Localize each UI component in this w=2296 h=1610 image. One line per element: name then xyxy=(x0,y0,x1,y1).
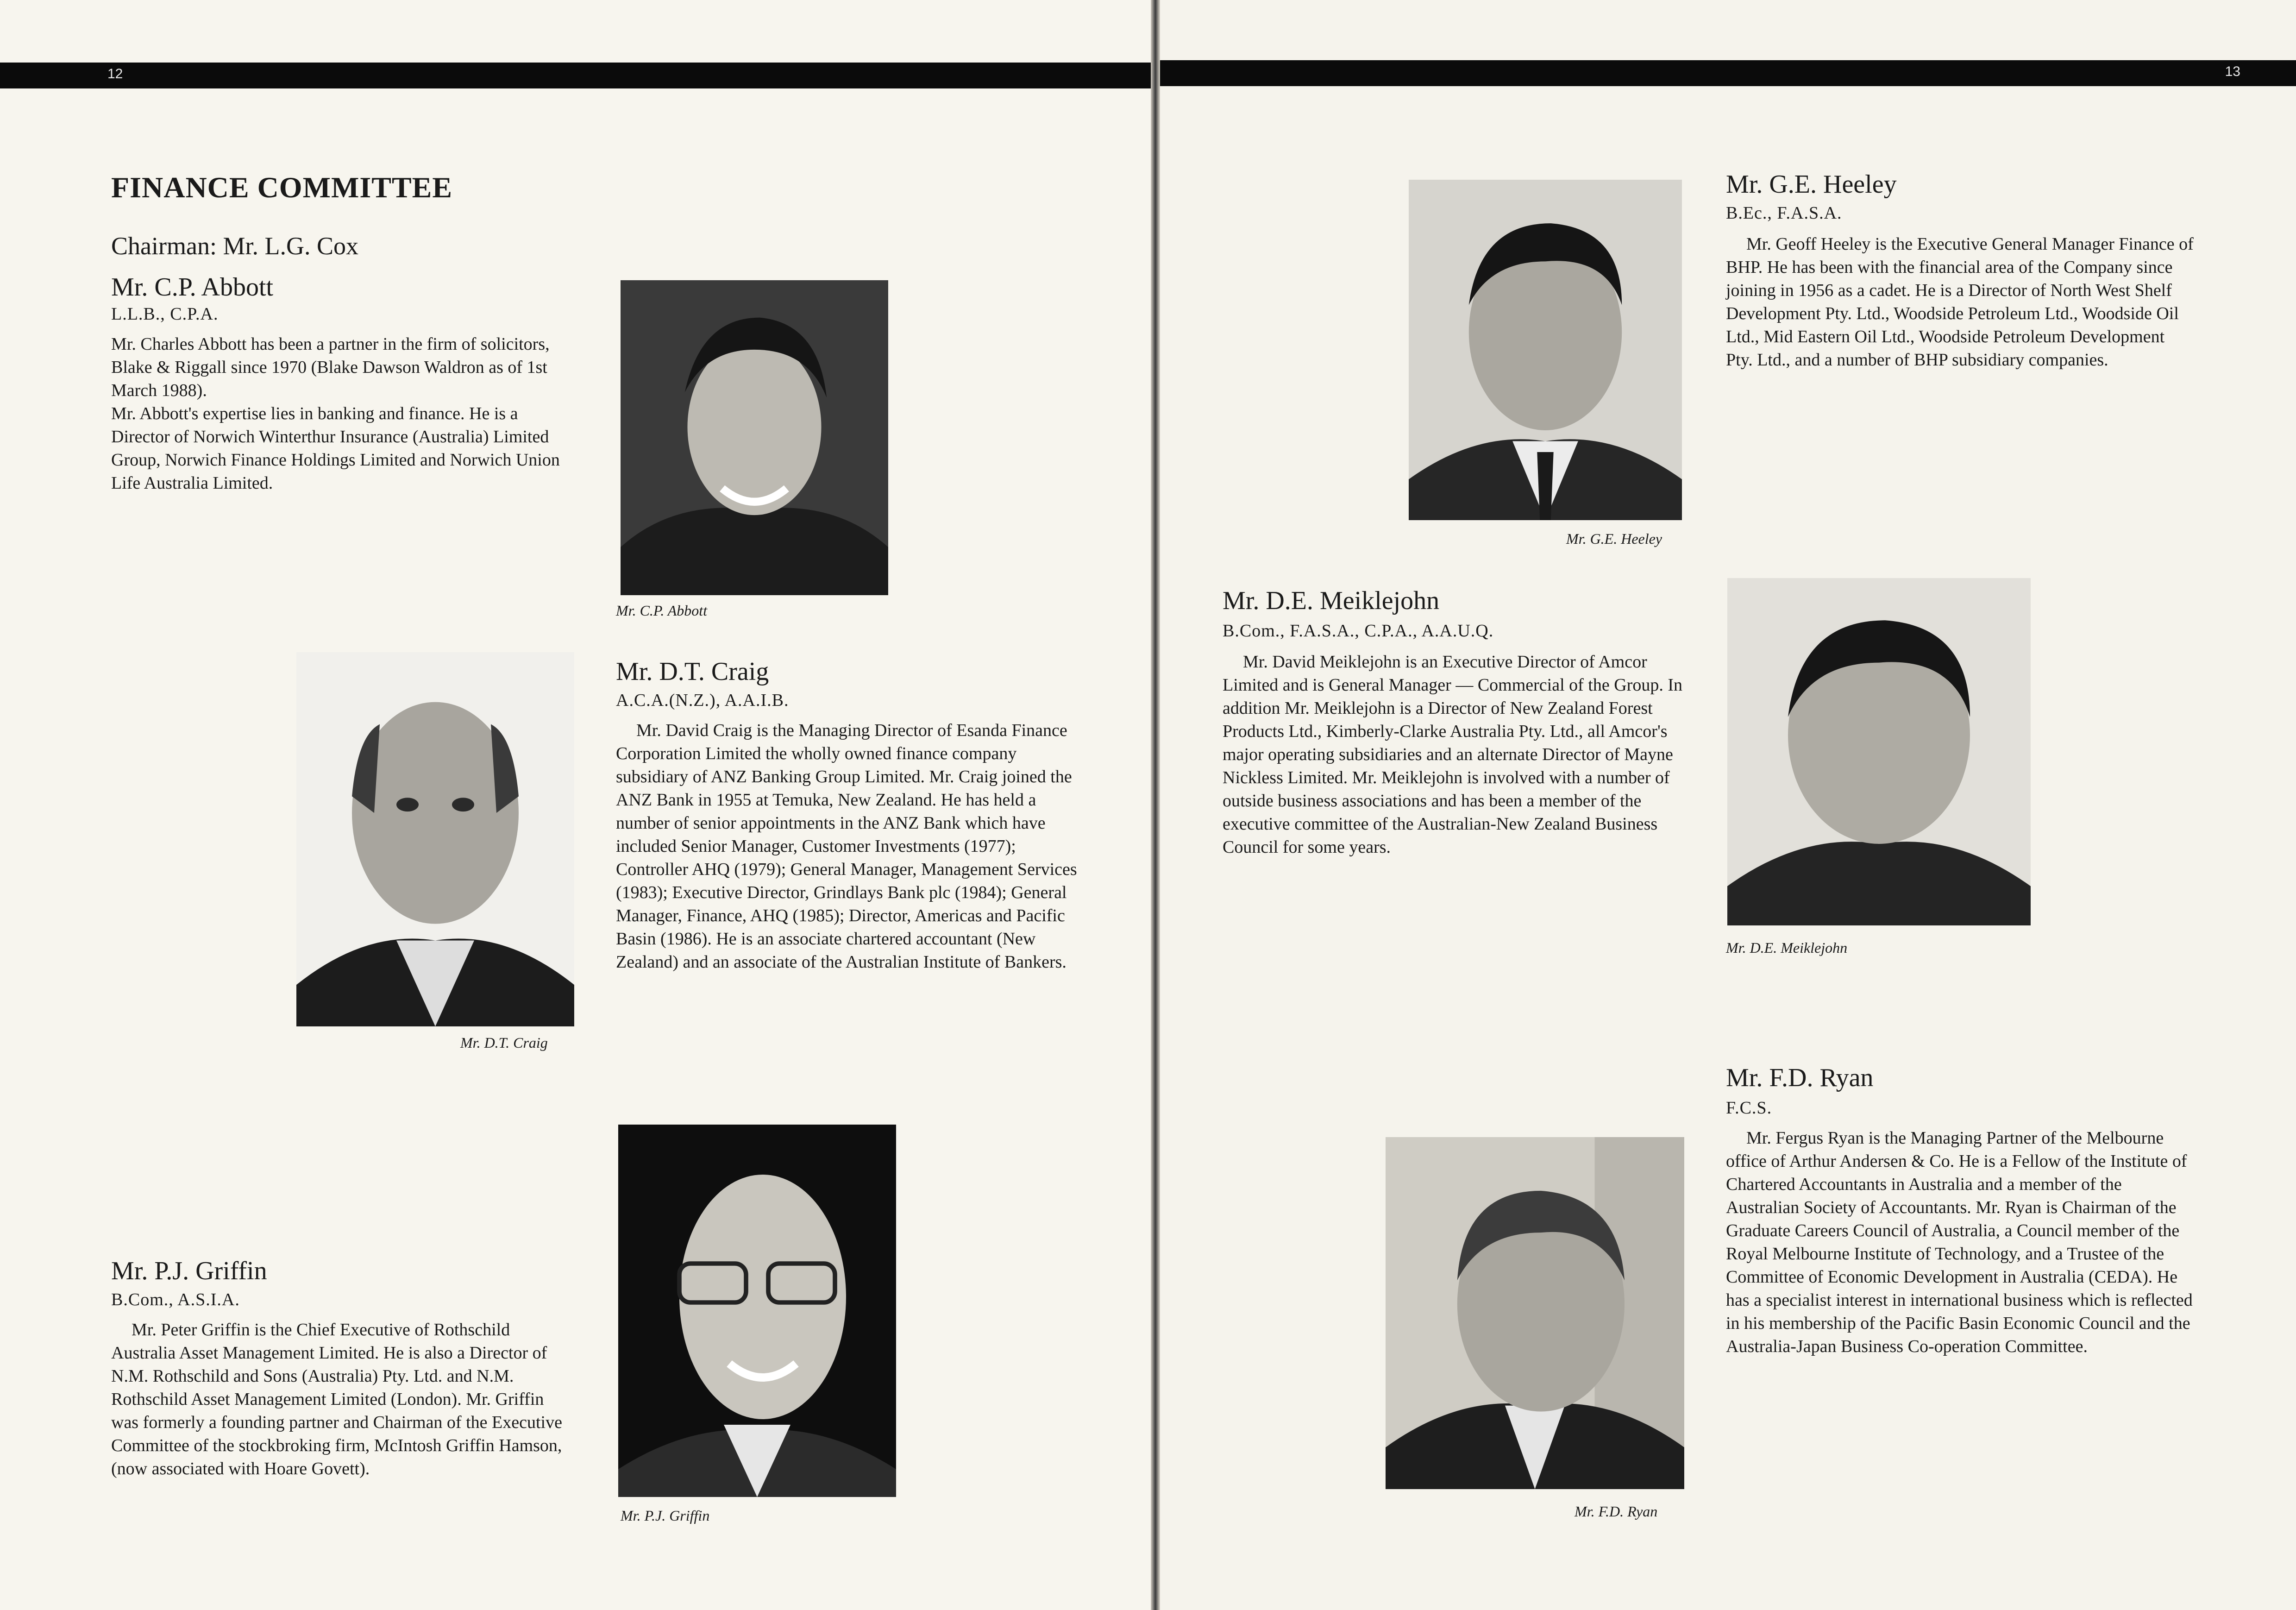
member-quals-meiklejohn: B.Com., F.A.S.A., C.P.A., A.A.U.Q. xyxy=(1223,621,1494,641)
caption-griffin: Mr. P.J. Griffin xyxy=(621,1507,710,1524)
bio-paragraph: Mr. Charles Abbott has been a partner in the firm of solicitors, Blake & Riggall since 1970 (Blake Dawson Waldron as of 1st March 1988). xyxy=(111,334,550,400)
caption-meiklejohn: Mr. D.E. Meiklejohn xyxy=(1726,939,1848,956)
caption-craig: Mr. D.T. Craig xyxy=(460,1034,548,1051)
portrait-meiklejohn xyxy=(1727,578,2031,925)
bio-paragraph: Mr. Fergus Ryan is the Managing Partner of the Melbourne office of Arthur Andersen & Co. He is a Fellow of the Institute of Chartered Accountants in Australia and a member of the Australian Society of Accountants. Mr. Ryan is Chairman of the Graduate Careers Council of Australia, a Council member of the Royal Melbourne Institute of Technology, and a Trustee of the Committee of Economic Development in Australia (CEDA). He has a specialist interest in international business which is reflected in his membership of the Pacific Basin Economic Council and the Australia-Japan Business Co-operation Committee. xyxy=(1726,1128,2193,1356)
page-gutter xyxy=(1151,0,1160,1610)
bio-paragraph: Mr. Abbott's expertise lies in banking and finance. He is a Director of Norwich Winterthur Insurance (Australia) Limited Group, Norwich Finance Holdings Limited and Norwich Union Life Australia Limited. xyxy=(111,404,560,493)
member-bio-griffin xyxy=(111,1318,570,1480)
page-number: 12 xyxy=(107,66,123,82)
page-header-bar xyxy=(0,63,1151,88)
member-name-abbott: Mr. C.P. Abbott xyxy=(111,273,274,302)
member-name-griffin: Mr. P.J. Griffin xyxy=(111,1257,267,1285)
member-quals-abbott: L.L.B., C.P.A. xyxy=(111,304,219,324)
caption-ryan: Mr. F.D. Ryan xyxy=(1575,1503,1658,1520)
member-name-ryan: Mr. F.D. Ryan xyxy=(1726,1063,1874,1092)
portrait-griffin xyxy=(618,1125,896,1497)
page-header-bar xyxy=(1160,60,2296,86)
portrait-abbott xyxy=(621,280,888,595)
member-bio-heeley xyxy=(1726,233,2194,371)
member-name-craig: Mr. D.T. Craig xyxy=(616,657,769,686)
member-bio-ryan xyxy=(1726,1126,2194,1358)
section-title: FINANCE COMMITTEE xyxy=(111,171,453,204)
member-bio-craig xyxy=(616,719,1084,974)
bio-paragraph: Mr. David Meiklejohn is an Executive Director of Amcor Limited and is General Manager — Commercial of the Group. In addition Mr. Meiklejohn is a Director of New Zealand Forest Products Ltd., Kimberly-Clarke Australia Pty. Ltd., all Amcor's major operating subsidiaries and an alternate Director of Mayne Nickless Limited. Mr. Meiklejohn is involved with a number of outside business associations and has been a member of the executive committee of the Australian-New Zealand Business Council for some years. xyxy=(1223,652,1682,857)
bio-paragraph: Mr. Geoff Heeley is the Executive General Manager Finance of BHP. He has been with the financial area of the Company since joining in 1956 as a cadet. He is a Director of North West Shelf Development Pty. Ltd., Woodside Petroleum Ltd., Woodside Oil Ltd., Mid Eastern Oil Ltd., Woodside Petroleum Development Pty. Ltd., and a number of BHP subsidiary companies. xyxy=(1726,234,2194,370)
member-name-heeley: Mr. G.E. Heeley xyxy=(1726,170,1897,199)
member-name-meiklejohn: Mr. D.E. Meiklejohn xyxy=(1223,586,1440,615)
portrait-craig xyxy=(296,652,574,1026)
portrait-ryan xyxy=(1386,1137,1684,1489)
member-quals-griffin: B.Com., A.S.I.A. xyxy=(111,1290,240,1309)
member-quals-ryan: F.C.S. xyxy=(1726,1098,1772,1118)
bio-paragraph: Mr. Peter Griffin is the Chief Executive of Rothschild Australia Asset Management Limited. He is also a Director of N.M. Rothschild and Sons (Australia) Pty. Ltd. and N.M. Rothschild Asset Management Limited (London). Mr. Griffin was formerly a founding partner and Chairman of the Executive Committee of the stockbroking firm, McIntosh Griffin Hamson, (now associated with Hoare Govett). xyxy=(111,1320,562,1478)
member-quals-craig: A.C.A.(N.Z.), A.A.I.B. xyxy=(616,691,789,710)
member-bio-meiklejohn xyxy=(1223,650,1690,859)
page-number: 13 xyxy=(2225,64,2240,79)
portrait-heeley xyxy=(1409,180,1682,520)
caption-heeley: Mr. G.E. Heeley xyxy=(1566,530,1662,547)
member-bio-abbott xyxy=(111,333,565,495)
chairman-line: Chairman: Mr. L.G. Cox xyxy=(111,232,358,260)
bio-paragraph: Mr. David Craig is the Managing Director of Esanda Finance Corporation Limited the wholly owned finance company subsidiary of ANZ Banking Group Limited. Mr. Craig joined the ANZ Bank in 1955 at Temuka, New Zealand. He has held a number of senior appointments in the ANZ Bank which have included Senior Manager, Customer Investments (1977); Controller AHQ (1979); General Manager, Management Services (1983); Executive Director, Grindlays Bank plc (1984); General Manager, Finance, AHQ (1985); Director, Americas and Pacific Basin (1986). He is an associate chartered accountant (New Zealand) and an associate of the Australian Institute of Bankers. xyxy=(616,721,1077,972)
right-page xyxy=(1160,0,2296,1610)
caption-abbott: Mr. C.P. Abbott xyxy=(616,602,708,619)
member-quals-heeley: B.Ec., F.A.S.A. xyxy=(1726,203,1842,223)
